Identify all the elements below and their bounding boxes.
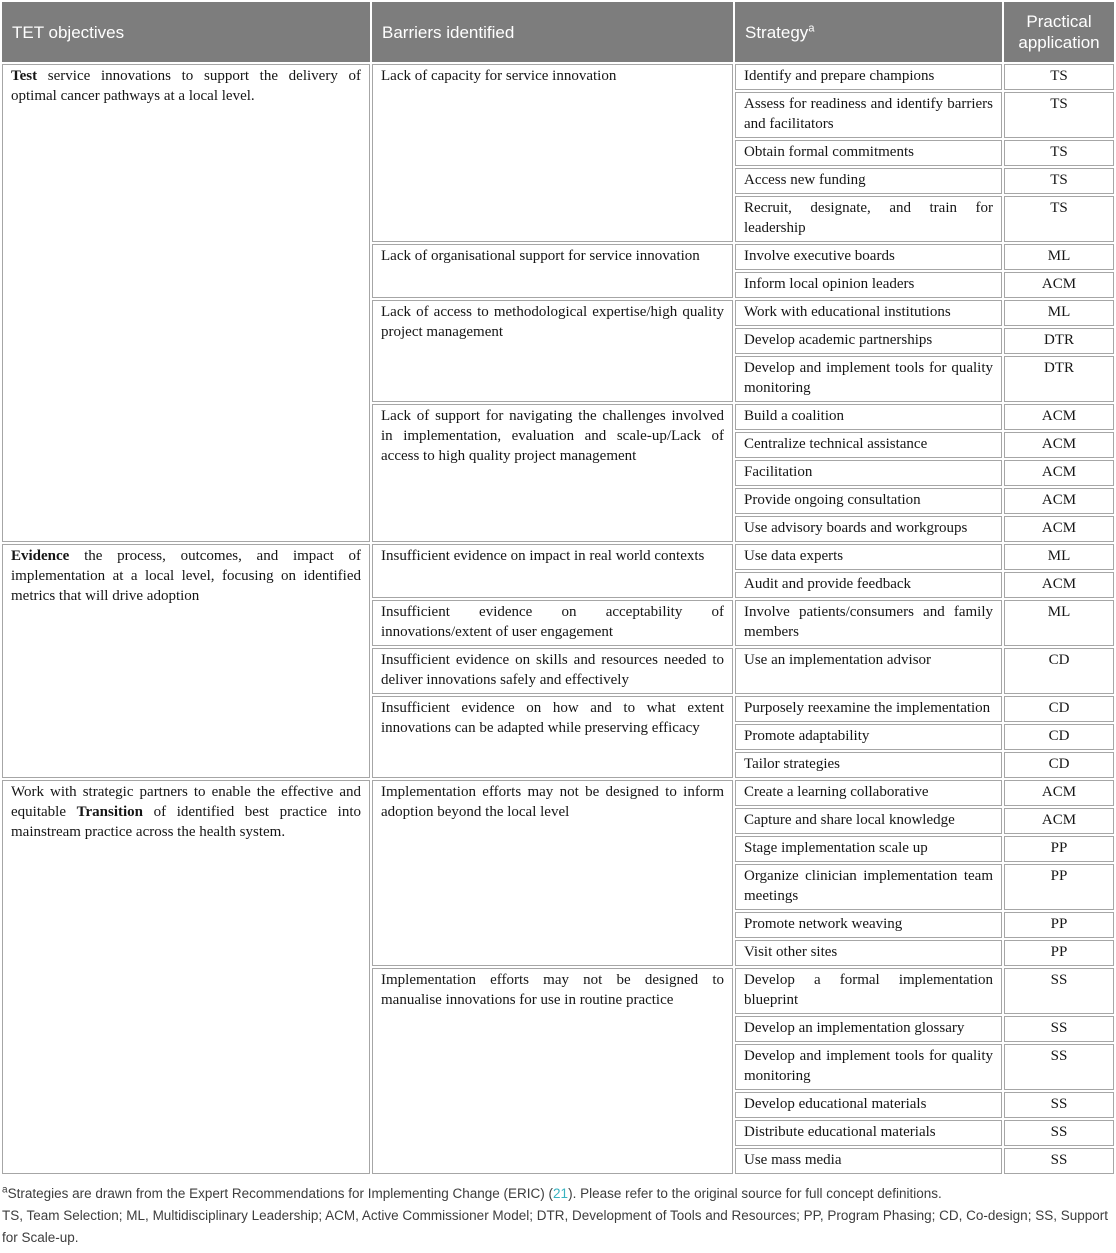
strategy-cell: Access new funding [735,168,1002,194]
practical-application-cell: ML [1004,300,1114,326]
strategy-cell: Use advisory boards and workgroups [735,516,1002,542]
objective-keyword: Evidence [11,548,70,564]
strategy-cell: Stage implementation scale up [735,836,1002,862]
strategy-cell: Obtain formal commitments [735,140,1002,166]
strategy-cell: Audit and provide feedback [735,572,1002,598]
table-row [2,544,1114,570]
strategy-cell: Develop and implement tools for quality monitoring [735,356,1002,402]
practical-application-cell: ACM [1004,460,1114,486]
barrier-cell: Insufficient evidence on impact in real world contexts [372,544,733,598]
barrier-cell: Insufficient evidence on how and to what extent innovations can be adapted while preserving efficacy [372,696,733,778]
strategy-cell: Distribute educational materials [735,1120,1002,1146]
strategy-cell: Centralize technical assistance [735,432,1002,458]
table-footnotes [0,1176,1116,1253]
col-header-tet-objectives [2,2,370,62]
practical-application-cell: SS [1004,1148,1114,1174]
footnote-a [2,1183,1114,1205]
strategy-cell: Develop educational materials [735,1092,1002,1118]
header-row [2,2,1114,62]
practical-application-cell: ACM [1004,516,1114,542]
practical-application-cell: SS [1004,1044,1114,1090]
citation-link-21[interactable]: 21 [553,1186,569,1201]
objective-cell [2,544,370,778]
practical-application-cell: TS [1004,196,1114,242]
strategy-cell: Capture and share local knowledge [735,808,1002,834]
table-row [2,780,1114,806]
strategy-footnote-marker: a [808,21,815,34]
strategy-cell: Facilitation [735,460,1002,486]
practical-application-cell: TS [1004,64,1114,90]
barrier-cell: Insufficient evidence on skills and resources needed to deliver innovations safely and effectively [372,648,733,694]
barrier-cell: Lack of capacity for service innovation [372,64,733,242]
practical-application-cell: ACM [1004,272,1114,298]
footnote-a-text-after: ). Please refer to the original source for full concept definitions. [568,1186,942,1201]
strategy-cell: Involve executive boards [735,244,1002,270]
practical-application-cell: ACM [1004,808,1114,834]
practical-application-cell: CD [1004,648,1114,694]
strategy-cell: Create a learning collaborative [735,780,1002,806]
objective-keyword: Test [11,68,38,84]
strategy-cell: Recruit, designate, and train for leadership [735,196,1002,242]
practical-application-cell: PP [1004,940,1114,966]
strategy-cell: Develop and implement tools for quality monitoring [735,1044,1002,1090]
strategy-cell: Promote network weaving [735,912,1002,938]
strategy-cell: Provide ongoing consultation [735,488,1002,514]
practical-application-cell: ACM [1004,780,1114,806]
practical-application-cell: SS [1004,1120,1114,1146]
strategy-cell: Develop an implementation glossary [735,1016,1002,1042]
strategy-cell: Visit other sites [735,940,1002,966]
strategy-cell: Purposely reexamine the implementation [735,696,1002,722]
practical-application-cell: SS [1004,1092,1114,1118]
strategy-cell: Tailor strategies [735,752,1002,778]
col-header-label: TET objectives [12,22,125,42]
footnote-a-marker: a [2,1184,8,1196]
strategy-cell: Work with educational institutions [735,300,1002,326]
practical-application-cell: SS [1004,968,1114,1014]
strategy-cell: Promote adaptability [735,724,1002,750]
table-row [2,64,1114,90]
practical-application-cell: CD [1004,752,1114,778]
col-header-practical-application [1004,2,1114,62]
objective-text: Work with strategic partners to enable the effective and equitable [11,784,361,820]
footnote-a-text-before: Strategies are drawn from the Expert Recommendations for Implementing Change (ERIC) ( [7,1186,554,1201]
table-body [2,64,1114,1174]
strategy-cell: Develop academic partnerships [735,328,1002,354]
practical-application-cell: DTR [1004,356,1114,402]
barrier-cell: Lack of organisational support for service innovation [372,244,733,298]
strategy-cell: Develop a formal implementation blueprint [735,968,1002,1014]
practical-application-cell: CD [1004,696,1114,722]
barrier-cell: Lack of support for navigating the challenges involved in implementation, evaluation and scale-up/Lack of access to high quality project management [372,404,733,542]
col-header-label: Barriers identified [382,22,515,42]
practical-application-cell: ML [1004,244,1114,270]
objective-cell [2,64,370,542]
objective-keyword: Transition [76,804,143,820]
practical-application-cell: ACM [1004,572,1114,598]
objective-text: of identified best practice into mainstream practice across the health system. [11,804,361,840]
strategy-cell: Identify and prepare champions [735,64,1002,90]
practical-application-cell: ML [1004,600,1114,646]
practical-application-cell: TS [1004,168,1114,194]
practical-application-cell: TS [1004,92,1114,138]
col-header-label: Strategy [745,22,809,42]
strategy-cell: Involve patients/consumers and family members [735,600,1002,646]
strategy-cell: Build a coalition [735,404,1002,430]
objective-text: the process, outcomes, and impact of implementation at a local level, focusing on identified metrics that will drive adoption [11,548,361,604]
practical-application-cell: ACM [1004,404,1114,430]
col-header-strategy [735,2,1002,62]
barrier-cell: Implementation efforts may not be designed to manualise innovations for use in routine practice [372,968,733,1174]
practical-application-cell: ACM [1004,488,1114,514]
practical-application-cell: CD [1004,724,1114,750]
barrier-cell: Insufficient evidence on acceptability of innovations/extent of user engagement [372,600,733,646]
strategy-cell: Organize clinician implementation team meetings [735,864,1002,910]
strategy-cell: Use mass media [735,1148,1002,1174]
barrier-cell: Lack of access to methodological expertise/high quality project management [372,300,733,402]
strategy-cell: Inform local opinion leaders [735,272,1002,298]
strategy-cell: Use an implementation advisor [735,648,1002,694]
practical-application-cell: TS [1004,140,1114,166]
footnote-abbreviations: TS, Team Selection; ML, Multidisciplinary Leadership; ACM, Active Commissioner Model; DTR, Development of Tools and Resources; PP, Program Phasing; CD, Co-design; SS, Support for Scale-up. [2,1208,1108,1245]
practical-application-cell: PP [1004,912,1114,938]
practical-application-cell: ML [1004,544,1114,570]
barrier-cell: Implementation efforts may not be designed to inform adoption beyond the local level [372,780,733,966]
practical-application-cell: ACM [1004,432,1114,458]
practical-application-cell: PP [1004,836,1114,862]
strategy-cell: Assess for readiness and identify barriers and facilitators [735,92,1002,138]
practical-application-cell: SS [1004,1016,1114,1042]
col-header-barriers-identified [372,2,733,62]
practical-application-cell: PP [1004,864,1114,910]
objective-text: service innovations to support the delivery of optimal cancer pathways at a local level. [11,68,361,104]
objective-cell [2,780,370,1174]
col-header-label: Practical application [1018,12,1100,52]
practical-application-cell: DTR [1004,328,1114,354]
strategy-cell: Use data experts [735,544,1002,570]
